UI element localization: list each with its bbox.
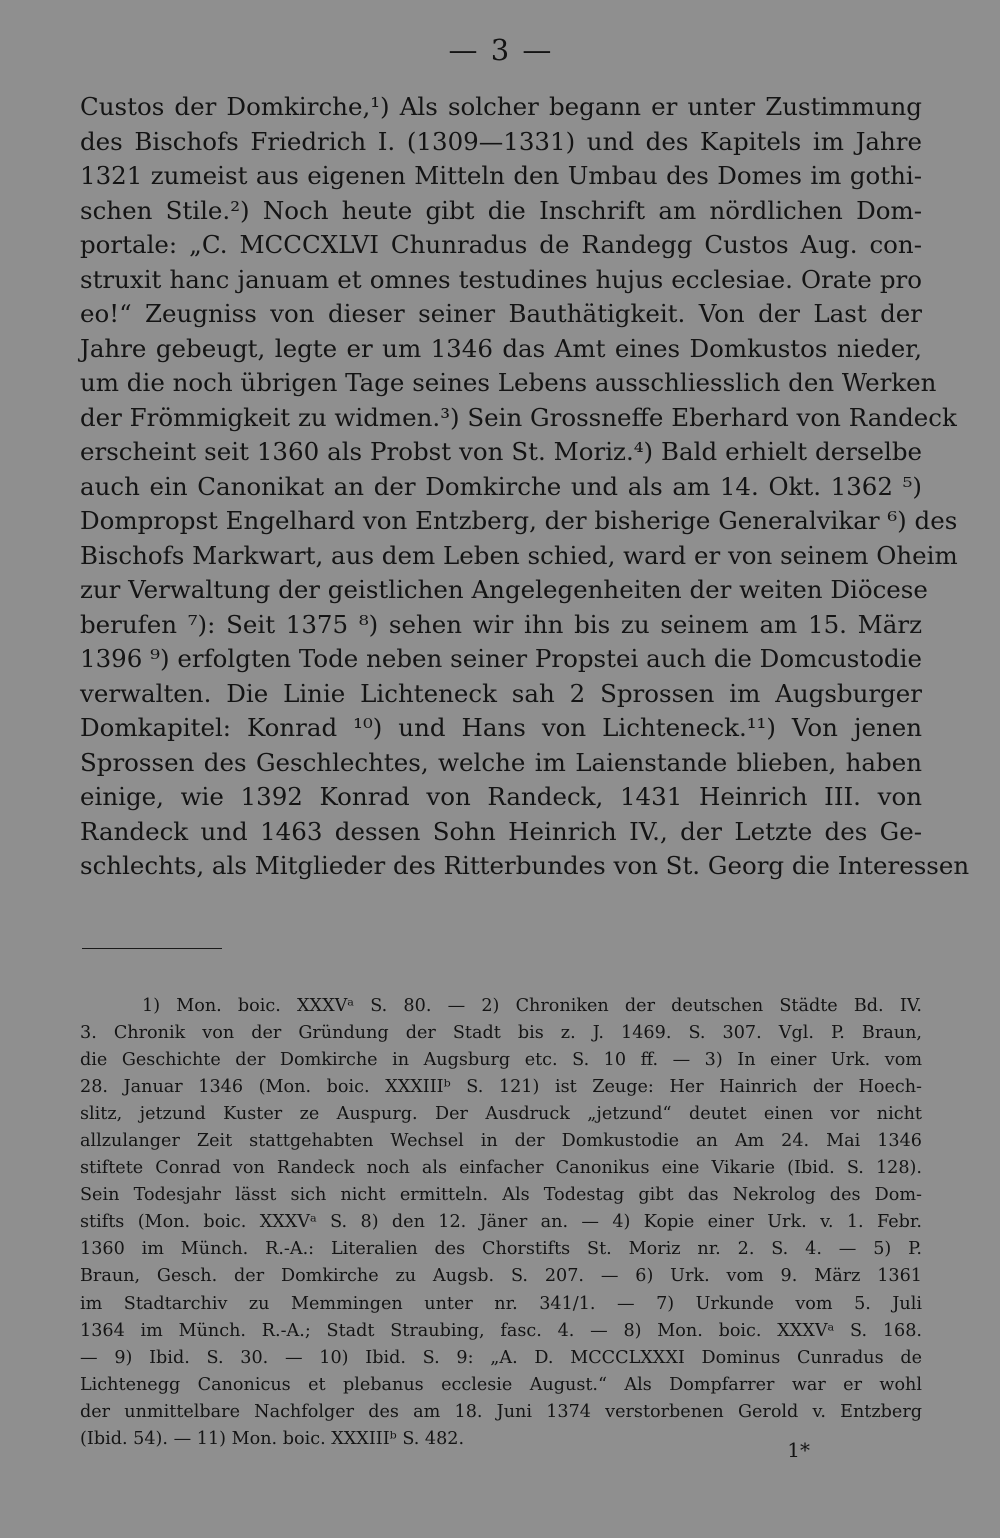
footnote-line: der unmittelbare Nachfolger des am 18. Juni 1374 verstorbenen Gerold v. Entzberg	[80, 1401, 922, 1422]
footnote-line: 3. Chronik von der Gründung der Stadt bis z. J. 1469. S. 307. Vgl. P. Braun,	[80, 1022, 922, 1043]
text-line: auch ein Canonikat an der Domkirche und als am 14. Okt. 1362 ⁵)	[80, 471, 922, 501]
footnote-line: Braun, Gesch. der Domkirche zu Augsb. S. 207. — 6) Urk. vom 9. März 1361	[80, 1266, 922, 1287]
text-line: Bischofs Markwart, aus dem Leben schied, ward er von seinem Oheim	[80, 540, 958, 570]
text-line: Sprossen des Geschlechtes, welche im Laienstande blieben, haben	[80, 747, 922, 777]
signature-mark: 1*	[787, 1438, 810, 1462]
footnote-line: slitz, jetzund Kuster ze Auspurg. Der Ausdruck „jetzund“ deutet einen vor nicht	[80, 1103, 922, 1124]
footnote-line: — 9) Ibid. S. 30. — 10) Ibid. S. 9: „A. D. MCCCLXXXI Dominus Cunradus de	[80, 1347, 922, 1368]
text-line: Dompropst Engelhard von Entzberg, der bisherige Generalvikar ⁶) des	[80, 506, 958, 535]
text-line: berufen ⁷): Seit 1375 ⁸) sehen wir ihn bis zu seinem am 15. März	[80, 609, 922, 639]
footnote-line: 1360 im Münch. R.-A.: Literalien des Chorstifts St. Moriz nr. 2. S. 4. — 5) P.	[80, 1239, 922, 1260]
text-line: Custos der Domkirche,¹) Als solcher begann er unter Zustimmung	[80, 92, 922, 121]
text-line: struxit hanc januam et omnes testudines hujus ecclesiae. Orate pro	[80, 264, 922, 294]
text-line: schen Stile.²) Noch heute gibt die Inschrift am nördlichen Dom-	[80, 195, 922, 225]
text-line: portale: „C. MCCCXLVI Chunradus de Randegg Custos Aug. con-	[80, 230, 922, 259]
text-line: schlechts, als Mitglieder des Ritterbundes von St. Georg die Interessen	[80, 851, 970, 880]
footnote-line: stifts (Mon. boic. XXXVᵃ S. 8) den 12. Jäner an. — 4) Kopie einer Urk. v. 1. Febr.	[80, 1212, 922, 1233]
main-text	[80, 90, 970, 884]
footnote-line: (Ibid. 54). — 11) Mon. boic. XXXIIIᵇ S. 482.	[80, 1429, 465, 1449]
text-line: eo!“ Zeugniss von dieser seiner Bauthätigkeit. Von der Last der	[80, 299, 922, 328]
text-line: Jahre gebeugt, legte er um 1346 das Amt eines Domkustos nieder,	[80, 333, 922, 363]
footnote-line: allzulanger Zeit stattgehabten Wechsel in der Domkustodie an Am 24. Mai 1346	[80, 1130, 922, 1151]
text-line: 1321 zumeist aus eigenen Mitteln den Umbau des Domes im gothi-	[80, 161, 922, 190]
footnotes	[80, 993, 922, 1454]
page-number: — 3 —	[448, 33, 554, 67]
text-line: erscheint seit 1360 als Probst von St. Moriz.⁴) Bald erhielt derselbe	[80, 437, 922, 466]
text-line: zur Verwaltung der geistlichen Angelegenheiten der weiten Diöcese	[80, 575, 928, 604]
footnote-line: stiftete Conrad von Randeck noch als einfacher Canonikus eine Vikarie (Ibid. S. 128).	[80, 1158, 922, 1179]
footnote-line: 1) Mon. boic. XXXVᵃ S. 80. — 2) Chroniken der deutschen Städte Bd. IV.	[142, 995, 922, 1016]
text-line: verwalten. Die Linie Lichteneck sah 2 Sprossen im Augsburger	[80, 678, 922, 708]
text-line: um die noch übrigen Tage seines Lebens ausschliesslich den Werken	[80, 368, 937, 397]
text-line: einige, wie 1392 Konrad von Randeck, 1431 Heinrich III. von	[80, 782, 922, 811]
footnote-line: 1364 im Münch. R.-A.; Stadt Straubing, fasc. 4. — 8) Mon. boic. XXXVᵃ S. 168.	[80, 1320, 922, 1341]
text-line: des Bischofs Friedrich I. (1309—1331) und des Kapitels im Jahre	[80, 126, 922, 156]
footnote-separator-rule	[82, 948, 222, 949]
footnote-line: 28. Januar 1346 (Mon. boic. XXXIIIᵇ S. 121) ist Zeuge: Her Hainrich der Hoech-	[80, 1076, 922, 1097]
footnote-line: Sein Todesjahr lässt sich nicht ermitteln. Als Todestag gibt das Nekrolog des Dom-	[80, 1185, 922, 1206]
text-line: der Frömmigkeit zu widmen.³) Sein Grossneffe Eberhard von Randeck	[80, 402, 957, 432]
text-line: Domkapitel: Konrad ¹⁰) und Hans von Lichteneck.¹¹) Von jenen	[80, 713, 922, 742]
footnote-line: die Geschichte der Domkirche in Augsburg etc. S. 10 ff. — 3) In einer Urk. vom	[80, 1049, 922, 1070]
footnote-line: im Stadtarchiv zu Memmingen unter nr. 341/1. — 7) Urkunde vom 5. Juli	[80, 1293, 922, 1314]
text-line: Randeck und 1463 dessen Sohn Heinrich IV., der Letzte des Ge-	[80, 816, 922, 846]
text-line: 1396 ⁹) erfolgten Tode neben seiner Propstei auch die Domcustodie	[80, 644, 922, 673]
footnote-line: Lichtenegg Canonicus et plebanus ecclesie August.“ Als Dompfarrer war er wohl	[80, 1374, 922, 1395]
